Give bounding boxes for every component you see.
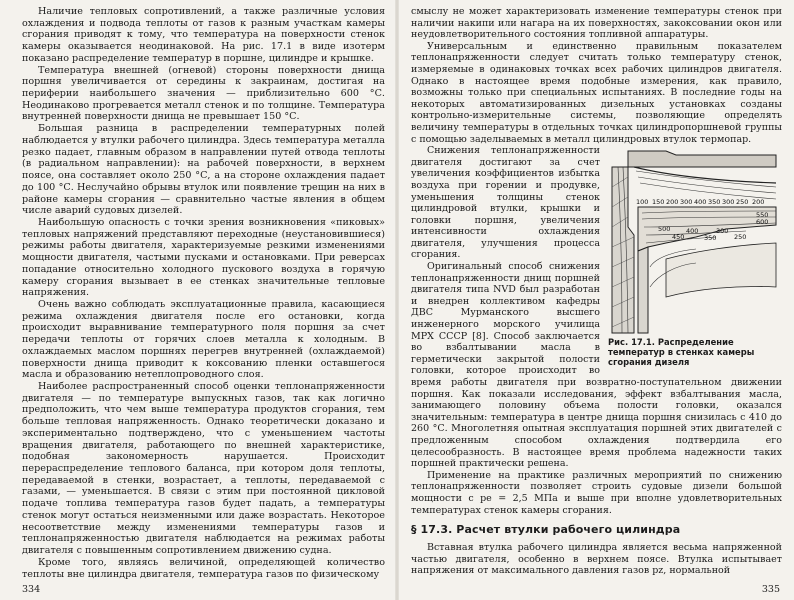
paragraph: Наличие тепловых сопротивлений, а также различные условия охлаждения и подвода теплоты от газов к разным участкам камеры сгорания приводят к тому, что температура на поверхности стенок камеры оказывается неодинаковой. На рис. 17.1 в виде изотерм показано распределение температур в поршне, цилиндре и крышке. [22,6,385,64]
cover-flange [634,167,776,183]
page-number: 334 [22,584,41,595]
figure-caption: Рис. 17.1. Распределение температур в стенках камеры сгорания дизеля [608,337,755,368]
isotherm-label: 200 [666,198,679,207]
cylinder-liner-shape [612,167,634,333]
paragraph: смыслу не может характеризовать изменение температуры стенок при наличии накипи или нагара на их поверхностях, закоксовании окон или неудовлетворительного состояния топливной аппаратуры. [411,6,782,41]
paragraph: Вставная втулка рабочего цилиндра является весьма напряженной частью двигателя, особенно в верхнем поясе. Втулка испытывает напряжения от максимального давления газов pz, нормальной [411,542,782,577]
piston-body-shape [638,247,648,333]
paragraph: Наибольшую опасность с точки зрения возникновения «пиковых» тепловых напряжений представляют переходные (неустановившиеся) режимы работы двигателя, характеризуемые резкими изменениями мощности двигателя, частыми пусками и остановками. При реверсах попадание относительно холодного пускового воздуха в горячую камеру сгорания вызывает в ее стенках значительные тепловые напряжения. [22,216,385,299]
paragraph: Большая разница в распределении температурных полей наблюдается у втулки рабочего цилиндра. Здесь температура металла резко падает, главным образом в направлении путей отвода теплоты (в радиальном направлении): на рабочей поверхности, в верхнем поясе, она составляет около 250 °С, а на стороне охлаждения падает до 100 °С. Неслучайно обрывы втулок или появление трещин на них в районе камеры сгорания — сравнительно частые явления в общем числе аварий судовых дизелей. [22,123,385,217]
paragraph: Снижения теплонапряженности двигателя достигают за счет увеличения коэффициентов избытка воздуха при горении и продувке, уменьшения толщины стенок цилиндровой втулки, крышки и головки поршня, увеличения интенсивности охлаждения двигателя, улучшения процесса сгорания. [411,145,600,261]
cylinder-temperature-diagram [606,147,782,335]
isotherm-label: 550 [756,211,769,220]
section-heading: § 17.3. Расчет втулки рабочего цилиндра [411,523,681,537]
isotherm-label: 500 [658,225,671,234]
isotherm-label: 400 [686,227,699,236]
isotherm-label: 600 [756,218,769,227]
isotherm-label: 200 [752,198,765,207]
paragraph: Универсальным и единственно правильным показателем теплонапряженности следует считать только температуру стенок, измеряемые в одинаковых точках всех рабочих цилиндров двигателя. Однако в настоящее время подобные измерения, как правило, возможны только при специальных испытаниях. В последние годы на некоторых автоматизированных дизельных установках созданы контрольно-измерительные системы, позволяющие определять величину температуры в отдельных точках цилиндропоршневой группы с помощью заделываемых в металл цилиндровых втулок термопар. [411,40,782,145]
left-page-text [22,6,385,580]
cover-isotherms [636,171,776,199]
paragraph: Очень важно соблюдать эксплуатационные правила, касающиеся режима охлаждения двигателя после его остановки, когда происходит выравнивание температурного поля поршня за счет передачи теплоты от горячих слоев металла к холодным. В охлаждаемых маслом поршнях перегрев внутренней (охлаждаемой) поверхности днища приводит к коксованию пленки оставшегося масла и образованию нетеплопроводного слоя. [22,298,385,381]
paragraph: Оригинальный способ снижения теплонапряженности днищ поршней двигателя типа NVD был разработан и внедрен коллективом кафедры ДВС Мурманского высшего инженерного морского училища МРХ СССР [8]. Способ заключается во взбалтывании масла в герметически закрытой полости головки, которое происходит во время работы двигателя при возвратно-поступательном движении поршня. Как показали исследования, эффект взбалтывания масла, занимающего половину объема полости головки, оказался значительным: температура в центре днища поршня снизилась с 410 до 260 °С. Многолетняя опытная эксплуатация поршней этих двигателей с предложенным способом охлаждения подтвердила его целесообразность. В настоящее время проблема надежности таких поршней практически решена. [411,261,782,470]
paragraph: Кроме того, являясь величиной, определяющей количество теплоты вне цилиндра двигателя, температура газов по физическому [22,556,385,580]
isotherm-label: 250 [736,198,749,207]
right-page-text [411,6,782,577]
isotherm-label: 350 [708,198,721,207]
right-page [397,0,794,600]
isotherm-label: 350 [704,234,717,243]
isotherm-label: 300 [722,198,735,207]
isotherm-label: 150 [652,198,665,207]
figure-17-1 [606,147,782,367]
isotherm-label: 250 [734,233,747,242]
figure-block [411,145,782,470]
paragraph: Применение на практике различных мероприятий по снижению теплонапряженности позволяет строить судовые дизели большой мощности с pe = 2,5 МПа и выше при вполне удовлетворительных температурах стенок камеры сгорания. [411,469,782,516]
isotherm-label: 100 [636,198,649,207]
isotherm-label: 300 [716,227,729,236]
paragraph: Наиболее распространенный способ оценки теплонапряженности двигателя — по температуре выпускных газов, так как логично предположить, что чем выше температура продуктов сгорания, тем больше тепловая напряженность. Однако теоретически доказано и экспериментально подтверждено, что с уменьшением частоты вращения двигателя, работающего по внешней характеристике, подобная закономерность нарушается. Происходит перераспределение теплового баланса, при котором доля теплоты, передаваемой в стенки, возрастает, а теплоты, передаваемой с газами, — уменьшается. В связи с этим при постоянной цикловой подаче топлива температура газов будет падать, а температуры стенок могут остаться неизменными или даже возрастать. Некоторое несоответствие между изменениями температуры газов и теплонапряженностью двигателя наблюдается на режимах работы двигателя с повышенным сопротивлением движению судна. [22,381,385,557]
isotherm-label: 400 [694,198,707,207]
page-number: 335 [761,584,780,595]
paragraph: Температура внешней (огневой) стороны поверхности днища поршня увеличивается от середины к закраинам, достигая на периферии наибольшего значения — приблизительно 600 °С. Неодинаково прогревается металл стенок и по толщине. Температура внутренней поверхности днища не превышает 150 °С. [22,64,385,123]
cylinder-cover-shape [628,151,776,167]
isotherm-label: 450 [672,233,685,242]
isotherm-label: 300 [680,198,693,207]
